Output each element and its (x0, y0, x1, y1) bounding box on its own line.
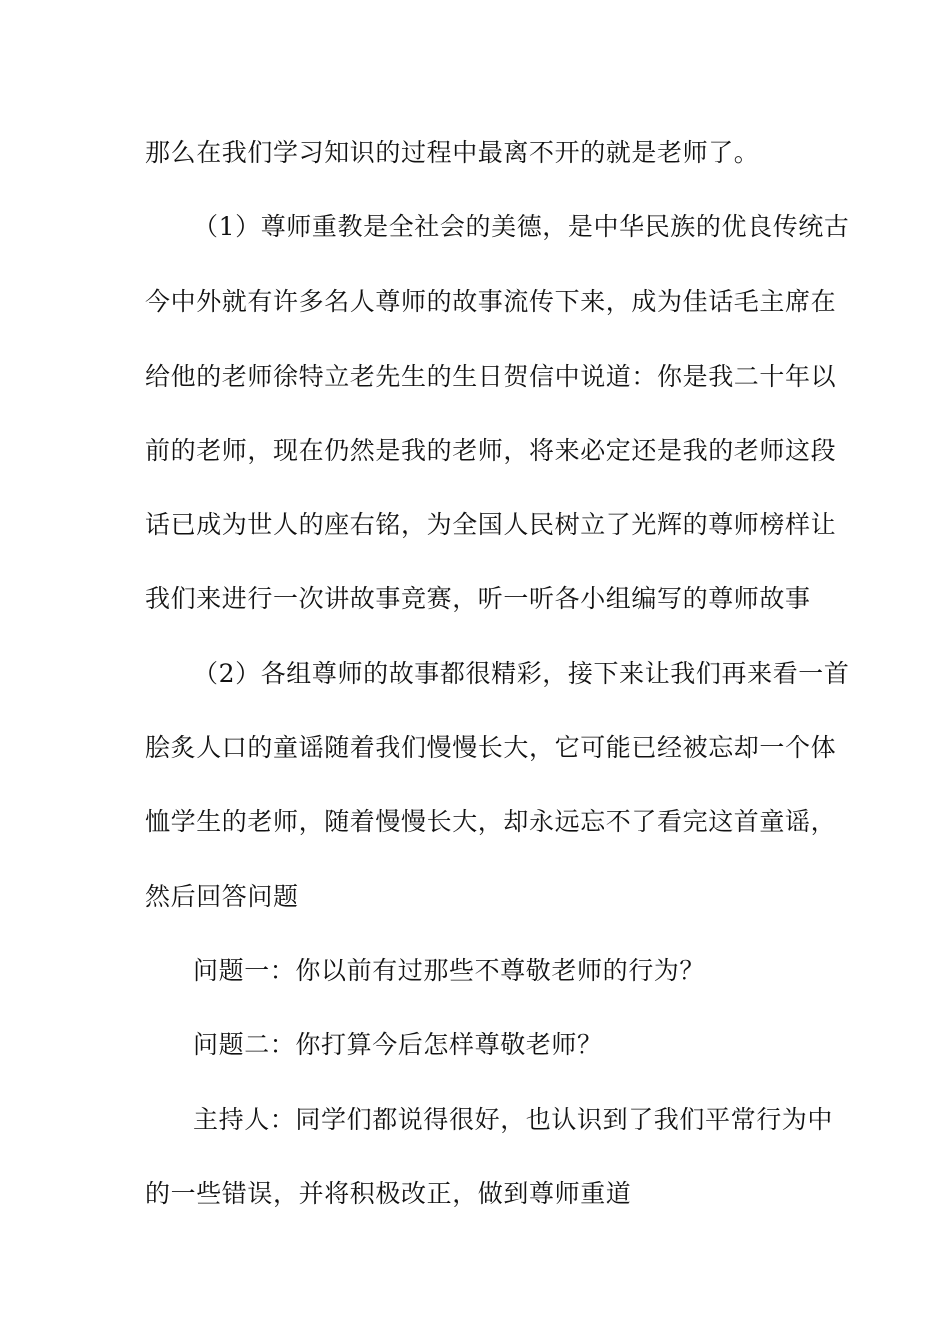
text-line-2: （1）尊师重教是全社会的美德，是中华民族的优良传统古 (193, 212, 850, 241)
text-line-4: 给他的老师徐特立老先生的生日贺信中说道：你是我二十年以 (145, 362, 837, 391)
text-line-14: 主持人：同学们都说得很好，也认识到了我们平常行为中 (193, 1105, 834, 1134)
text-line-9: 脍炙人口的童谣随着我们慢慢长大，它可能已经被忘却一个体 (145, 733, 837, 762)
text-line-12: 问题一：你以前有过那些不尊敬老师的行为？ (193, 956, 706, 985)
text-line-5: 前的老师，现在仍然是我的老师，将来必定还是我的老师这段 (145, 436, 837, 465)
text-line-1: 那么在我们学习知识的过程中最离不开的就是老师了。 (145, 138, 760, 167)
text-line-13: 问题二：你打算今后怎样尊敬老师？ (193, 1030, 603, 1059)
text-line-11: 然后回答问题 (145, 882, 299, 911)
text-line-7: 我们来进行一次讲故事竞赛，听一听各小组编写的尊师故事 (145, 584, 811, 613)
text-line-3: 今中外就有许多名人尊师的故事流传下来，成为佳话毛主席在 (145, 287, 837, 316)
text-line-15: 的一些错误，并将积极改正，做到尊师重道 (145, 1179, 632, 1208)
text-line-10: 恤学生的老师，随着慢慢长大，却永远忘不了看完这首童谣， (145, 807, 837, 836)
text-line-6: 话已成为世人的座右铭，为全国人民树立了光辉的尊师榜样让 (145, 510, 837, 539)
text-line-8: （2）各组尊师的故事都很精彩，接下来让我们再来看一首 (193, 659, 850, 688)
